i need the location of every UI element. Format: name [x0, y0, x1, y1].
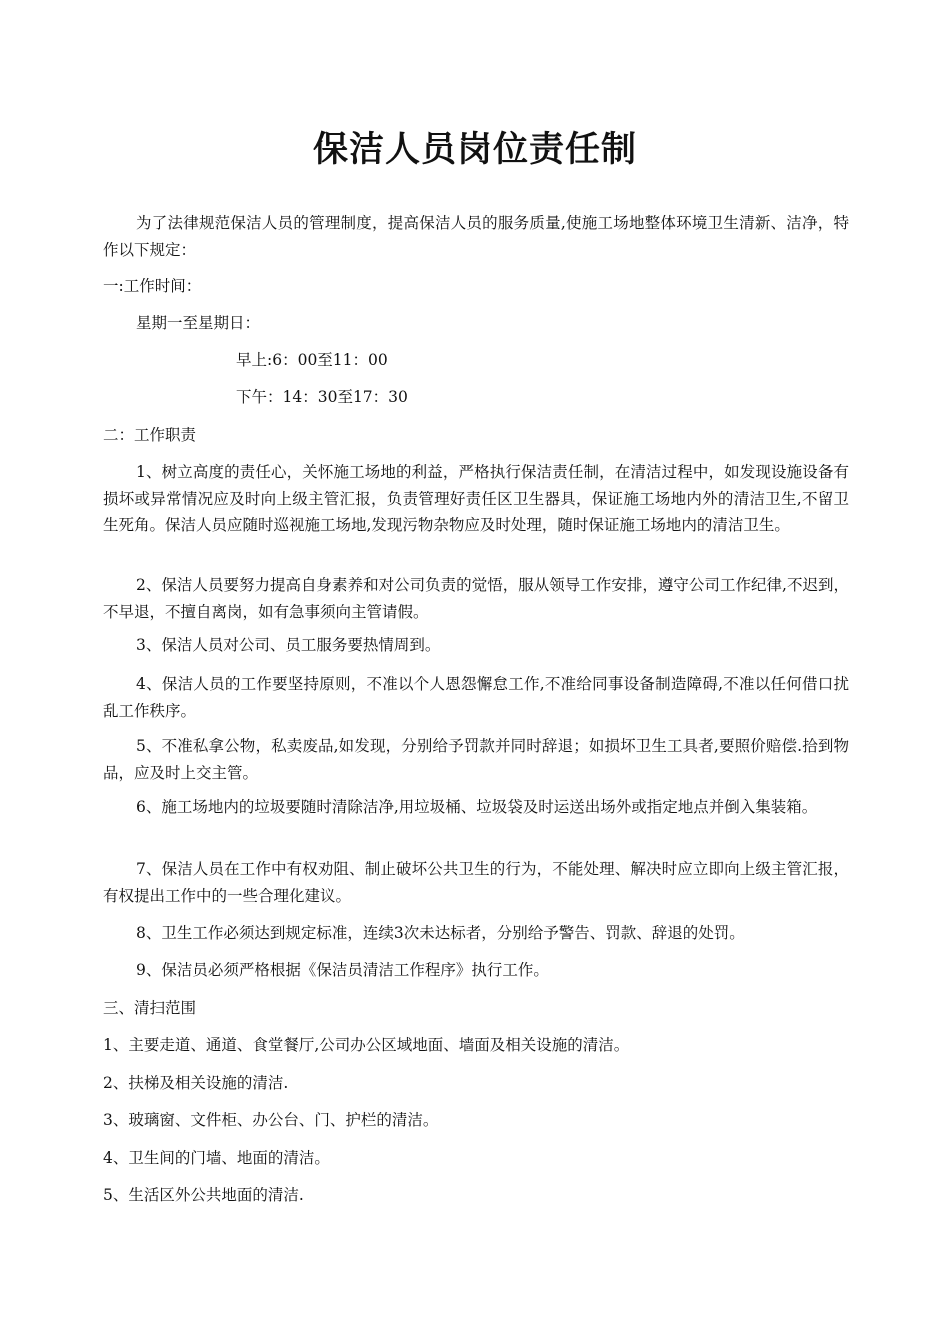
duty-item-5: 5、不准私拿公物，私卖废品,如发现，分别给予罚款并同时辞退；如损坏卫生工具者,要照价赔偿.拾到物品，应及时上交主管。	[103, 737, 849, 782]
section1-heading: 一:工作时间：	[103, 277, 202, 295]
scope-item-3: 3、玻璃窗、文件柜、办公台、门、护栏的清洁。	[103, 1111, 439, 1129]
section2-heading: 二：工作职责	[103, 426, 197, 444]
duty-item-9: 9、保洁员必须严格根据《保洁员清洁工作程序》执行工作。	[136, 961, 549, 979]
scope-item-1: 1、主要走道、通道、食堂餐厅,公司办公区域地面、墙面及相关设施的清洁。	[103, 1036, 630, 1054]
scope-item-2: 2、扶梯及相关设施的清洁.	[103, 1074, 289, 1092]
duty-item-4: 4、保洁人员的工作要坚持原则，不准以个人恩怨懈怠工作,不准给同事设备制造障碍,不准以任何借口扰乱工作秩序。	[103, 675, 849, 720]
scope-item-5: 5、生活区外公共地面的清洁.	[103, 1186, 304, 1204]
duty-item-1: 1、树立高度的责任心，关怀施工场地的利益，严格执行保洁责任制，在清洁过程中，如发现设施设备有损坏或异常情况应及时向上级主管汇报，负责管理好责任区卫生器具，保证施工场地内外的清洁卫生,不留卫生死角。保洁人员应随时巡视施工场地,发现污物杂物应及时处理，随时保证施工场地内的清洁卫生。	[103, 463, 849, 534]
duty-item-6: 6、施工场地内的垃圾要随时清除洁净,用垃圾桶、垃圾袋及时运送出场外或指定地点并倒入集装箱。	[136, 798, 818, 816]
duty-item-7: 7、保洁人员在工作中有权劝阻、制止破坏公共卫生的行为，不能处理、解决时应立即向上级主管汇报，有权提出工作中的一些合理化建议。	[103, 860, 849, 905]
document-title: 保洁人员岗位责任制	[312, 129, 637, 170]
afternoon-hours: 下午：14：30至17：30	[236, 388, 408, 406]
duty-item-3: 3、保洁人员对公司、员工服务要热情周到。	[136, 636, 441, 654]
morning-hours: 早上:6：00至11：00	[236, 351, 388, 369]
intro-paragraph: 为了法律规范保洁人员的管理制度，提高保洁人员的服务质量,使施工场地整体环境卫生清新、洁净，特作以下规定：	[103, 214, 849, 259]
work-days: 星期一至星期日：	[136, 314, 261, 332]
section3-heading: 三、清扫范围	[103, 999, 197, 1017]
scope-item-4: 4、卫生间的门墙、地面的清洁。	[103, 1149, 330, 1167]
duty-item-8: 8、卫生工作必须达到规定标准，连续3次未达标者，分别给予警告、罚款、辞退的处罚。	[136, 924, 745, 942]
duty-item-2: 2、保洁人员要努力提高自身素养和对公司负责的觉悟，服从领导工作安排，遵守公司工作纪律,不迟到，不早退，不擅自离岗，如有急事须向主管请假。	[103, 576, 849, 621]
